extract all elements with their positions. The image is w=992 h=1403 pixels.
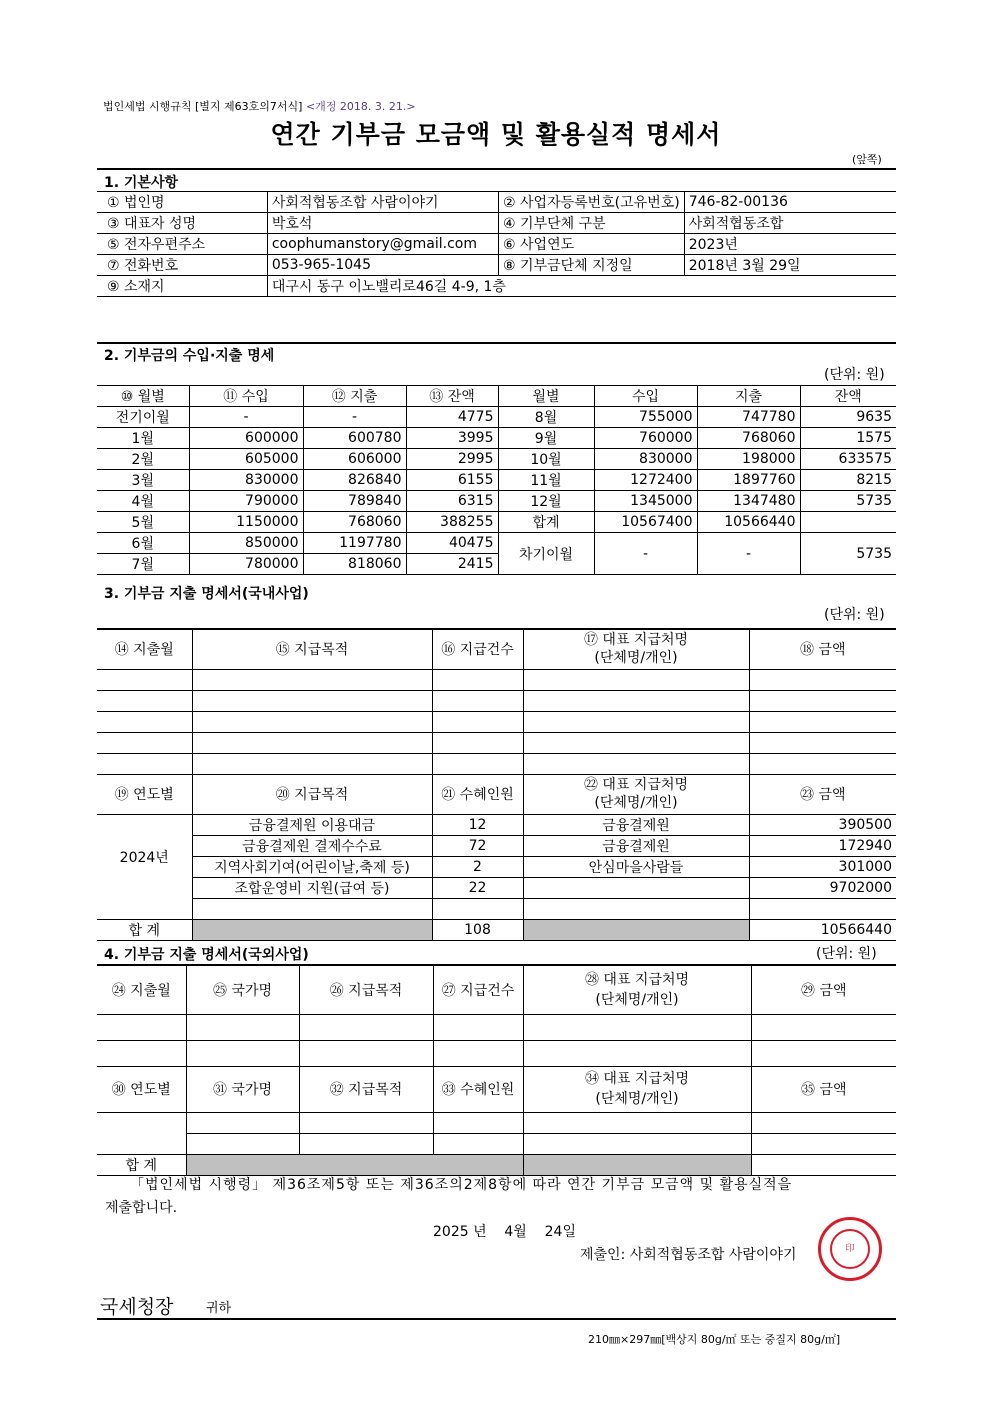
income-cell: 850000: [189, 533, 303, 554]
empty-row: [97, 898, 896, 919]
month-cell: 3월: [97, 470, 189, 491]
total-amount: [751, 1154, 896, 1175]
info-label: ③ 대표자 성명: [97, 213, 267, 234]
balance-cell: [800, 512, 896, 533]
col-header: ㉙ 금액: [751, 965, 896, 1014]
info-value: 사회적협동조합: [684, 213, 896, 234]
col-header: ⑱ 금액: [749, 629, 896, 669]
balance-cell: 4775: [406, 407, 498, 428]
table-row: [97, 814, 896, 835]
submission-statement-end: 제출합니다.: [105, 1200, 178, 1216]
income-cell: 830000: [189, 470, 303, 491]
recipient-cell: 금융결제원: [523, 814, 749, 835]
expense-cell: 606000: [303, 449, 406, 470]
month-cell: 9월: [498, 428, 594, 449]
col-header: ⑫ 지출: [303, 386, 406, 407]
month-cell: 5월: [97, 512, 189, 533]
table-row: [97, 449, 896, 470]
shaded-cell: [186, 1154, 523, 1175]
table-row: [97, 835, 896, 856]
month-cell: 4월: [97, 491, 189, 512]
total-label: 합 계: [97, 1154, 186, 1175]
month-cell: 12월: [498, 491, 594, 512]
table-header-row: [97, 774, 896, 814]
basic-info-row: [97, 213, 896, 234]
income-cell: 600000: [189, 428, 303, 449]
empty-row: [97, 1040, 896, 1066]
empty-row: [97, 1112, 896, 1133]
expense-cell: 1897760: [697, 470, 800, 491]
table-header-row: [97, 1066, 896, 1112]
col-header: ⑭ 지출월: [97, 629, 192, 669]
total-amount: 10566440: [749, 919, 896, 940]
year-cell: 2024년: [97, 814, 192, 919]
empty-row: [97, 1014, 896, 1040]
balance-cell: 3995: [406, 428, 498, 449]
total-label-cell: 합계: [498, 512, 594, 533]
col-header: ㉚ 연도별: [97, 1066, 186, 1112]
address-value: 대구시 동구 이노밸리로46길 4-9, 1층: [267, 276, 896, 297]
month-cell: 10월: [498, 449, 594, 470]
balance-cell: 8215: [800, 470, 896, 491]
amount-cell: 9702000: [749, 877, 896, 898]
table-row: [97, 533, 896, 554]
purpose-cell: 금융결제원 이용대금: [192, 814, 432, 835]
col-header: ㉑ 수혜인원: [432, 774, 523, 814]
balance-cell: 1575: [800, 428, 896, 449]
unit-label: (단위: 원): [824, 607, 885, 623]
total-count: 108: [432, 919, 523, 940]
submitter: 제출인: 사회적협동조합 사람이야기: [580, 1247, 797, 1263]
info-label: ④ 기부단체 구분: [499, 213, 685, 234]
balance-cell: 6315: [406, 491, 498, 512]
info-value: coophumanstory@gmail.com: [267, 234, 498, 255]
month-cell: 2월: [97, 449, 189, 470]
section4-title: 4. 기부금 지출 명세서(국외사업): [104, 947, 309, 963]
table-header-row: [97, 386, 896, 407]
basic-info-row: [97, 234, 896, 255]
empty-row: [97, 669, 896, 690]
income-cell: 830000: [594, 449, 697, 470]
info-label: ⑧ 기부금단체 지정일: [499, 255, 685, 276]
col-header: ㉞ 대표 지급처명 (단체명/개인): [523, 1066, 751, 1112]
carry-expense-cell: -: [697, 533, 800, 575]
balance-cell: 633575: [800, 449, 896, 470]
col-header: 수입: [594, 386, 697, 407]
submission-statement: 「법인세법 시행령」 제36조제5항 또는 제36조의2제8항에 따라 연간 기부금 모금액 및 활용실적을: [130, 1177, 793, 1193]
table-row: [97, 428, 896, 449]
balance-cell: 2415: [406, 554, 498, 575]
month-cell: 7월: [97, 554, 189, 575]
table-row: [97, 407, 896, 428]
domestic-expense-table: [97, 628, 896, 941]
balance-cell: 2995: [406, 449, 498, 470]
expense-cell: 818060: [303, 554, 406, 575]
expense-cell: 789840: [303, 491, 406, 512]
expense-cell: 198000: [697, 449, 800, 470]
col-header: ⑰ 대표 지급처명 (단체명/개인): [523, 629, 749, 669]
balance-cell: 6155: [406, 470, 498, 491]
empty-row: [97, 732, 896, 753]
col-header: ㉟ 금액: [751, 1066, 896, 1112]
total-row: [97, 919, 896, 940]
col-header: ⑪ 수입: [189, 386, 303, 407]
col-header: ㉛ 국가명: [186, 1066, 299, 1112]
amount-cell: 301000: [749, 856, 896, 877]
recipient-cell: 안심마을사람들: [523, 856, 749, 877]
income-cell: 605000: [189, 449, 303, 470]
balance-cell: 40475: [406, 533, 498, 554]
section1-title: 1. 기본사항: [104, 175, 179, 191]
expense-cell: 826840: [303, 470, 406, 491]
shaded-cell: [523, 1154, 751, 1175]
col-header: 잔액: [800, 386, 896, 407]
col-header: ㉔ 지출월: [97, 965, 186, 1014]
empty-row: [97, 753, 896, 774]
count-cell: 2: [432, 856, 523, 877]
col-header: ⑩ 월별: [97, 386, 189, 407]
basic-info-row: [97, 276, 896, 297]
month-cell: 1월: [97, 428, 189, 449]
basic-info-table: [97, 191, 896, 297]
col-header: ㉘ 대표 지급처명 (단체명/개인): [523, 965, 751, 1014]
unit-label: (단위: 원): [816, 946, 877, 962]
total-row: [97, 1154, 896, 1175]
expense-cell: 600780: [303, 428, 406, 449]
income-cell: 780000: [189, 554, 303, 575]
table-header-row: [97, 965, 896, 1014]
carry-income-cell: -: [594, 533, 697, 575]
basic-info-row: [97, 192, 896, 213]
col-header: ㉝ 수혜인원: [433, 1066, 523, 1112]
info-value: 2023년: [684, 234, 896, 255]
regulation-text: 법인세법 시행규칙 [별지 제63호의7서식] <개정 2018. 3. 21.>: [103, 100, 416, 113]
month-cell: 8월: [498, 407, 594, 428]
empty-row: [97, 1133, 896, 1154]
table-row: [97, 470, 896, 491]
income-cell: 790000: [189, 491, 303, 512]
official-seal-icon: 印: [818, 1217, 882, 1281]
section3-title: 3. 기부금 지출 명세서(국내사업): [104, 586, 309, 602]
info-label: ⑤ 전자우편주소: [97, 234, 267, 255]
basic-info-row: [97, 255, 896, 276]
overseas-expense-table: [97, 964, 896, 1176]
section2-title: 2. 기부금의 수입·지출 명세: [104, 348, 275, 364]
income-cell: 1150000: [189, 512, 303, 533]
info-label: ① 법인명: [97, 192, 267, 213]
income-total-cell: 10567400: [594, 512, 697, 533]
info-value: 사회적협동조합 사람이야기: [267, 192, 498, 213]
paper-spec: 210㎜×297㎜[백상지 80g/㎡ 또는 중질지 80g/㎡]: [588, 1333, 841, 1346]
total-label: 합 계: [97, 919, 192, 940]
count-cell: 12: [432, 814, 523, 835]
col-header: ㉒ 대표 지급처명 (단체명/개인): [523, 774, 749, 814]
income-cell: -: [189, 407, 303, 428]
table-row: [97, 856, 896, 877]
col-header: ⑮ 지급목적: [192, 629, 432, 669]
expense-cell: 1347480: [697, 491, 800, 512]
info-value: 746-82-00136: [684, 192, 896, 213]
col-header: ⑬ 잔액: [406, 386, 498, 407]
unit-label: (단위: 원): [824, 367, 885, 383]
shaded-cell: [192, 919, 432, 940]
col-header: 월별: [498, 386, 594, 407]
expense-total-cell: 10566440: [697, 512, 800, 533]
table-row: [97, 491, 896, 512]
col-header: ㉓ 금액: [749, 774, 896, 814]
table-row: [97, 512, 896, 533]
expense-cell: -: [303, 407, 406, 428]
expense-cell: 768060: [303, 512, 406, 533]
page-title: 연간 기부금 모금액 및 활용실적 명세서: [270, 120, 722, 149]
count-cell: 72: [432, 835, 523, 856]
col-header: ㉕ 국가명: [186, 965, 299, 1014]
income-cell: 1272400: [594, 470, 697, 491]
expense-cell: 1197780: [303, 533, 406, 554]
info-label: ⑥ 사업연도: [499, 234, 685, 255]
count-cell: 22: [432, 877, 523, 898]
info-label: ② 사업자등록번호(고유번호): [499, 192, 685, 213]
expense-cell: 747780: [697, 407, 800, 428]
income-expense-table: [97, 385, 896, 575]
col-header: ⑳ 지급목적: [192, 774, 432, 814]
info-value: 053-965-1045: [267, 255, 498, 276]
table-row: [97, 877, 896, 898]
recipient-office: 국세청장: [100, 1296, 174, 1318]
income-cell: 1345000: [594, 491, 697, 512]
balance-cell: 9635: [800, 407, 896, 428]
info-value: 박호석: [267, 213, 498, 234]
amount-cell: 390500: [749, 814, 896, 835]
page-side-label: (앞쪽): [852, 153, 882, 166]
carry-balance-cell: 5735: [800, 533, 896, 575]
month-cell: 11월: [498, 470, 594, 491]
income-cell: 760000: [594, 428, 697, 449]
empty-row: [97, 711, 896, 732]
expense-cell: 768060: [697, 428, 800, 449]
col-header: ⑯ 지급건수: [432, 629, 523, 669]
purpose-cell: 금융결제원 결제수수료: [192, 835, 432, 856]
income-cell: 755000: [594, 407, 697, 428]
col-header: ㉗ 지급건수: [433, 965, 523, 1014]
month-cell: 전기이월: [97, 407, 189, 428]
honorific: 귀하: [206, 1301, 232, 1316]
month-cell: 6월: [97, 533, 189, 554]
shaded-cell: [523, 919, 749, 940]
amount-cell: 172940: [749, 835, 896, 856]
info-value: 2018년 3월 29일: [684, 255, 896, 276]
recipient-cell: 금융결제원: [523, 835, 749, 856]
col-header: ⑲ 연도별: [97, 774, 192, 814]
empty-row: [97, 690, 896, 711]
info-label: ⑨ 소재지: [97, 276, 267, 297]
col-header: 지출: [697, 386, 800, 407]
info-label: ⑦ 전화번호: [97, 255, 267, 276]
submission-date: 2025 년 4월 24일: [433, 1224, 576, 1240]
col-header: ㉖ 지급목적: [299, 965, 433, 1014]
balance-cell: 388255: [406, 512, 498, 533]
purpose-cell: 지역사회기여(어린이날,축제 등): [192, 856, 432, 877]
balance-cell: 5735: [800, 491, 896, 512]
col-header: ㉜ 지급목적: [299, 1066, 433, 1112]
recipient-cell: [523, 877, 749, 898]
purpose-cell: 조합운영비 지원(급여 등): [192, 877, 432, 898]
carry-forward-label: 차기이월: [498, 533, 594, 575]
table-header-row: [97, 629, 896, 669]
